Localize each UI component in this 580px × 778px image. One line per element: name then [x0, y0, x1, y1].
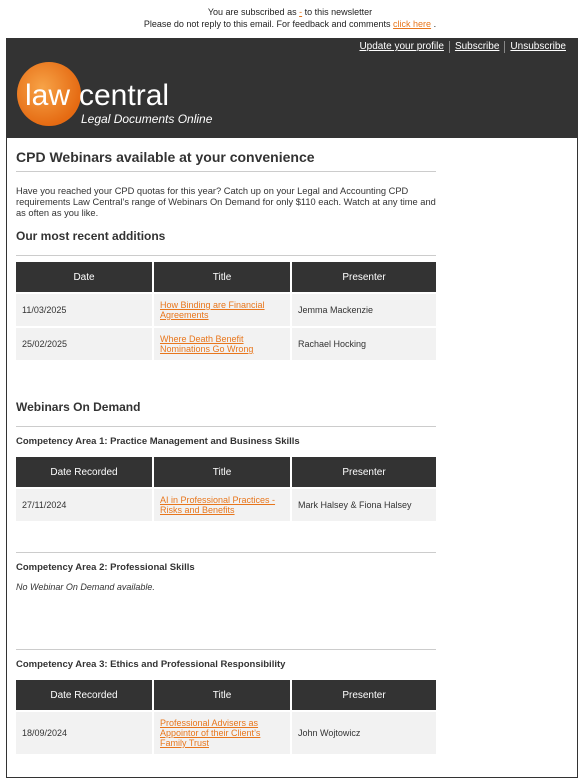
- intro-paragraph: Have you reached your CPD quotas for this year? Catch up on your Legal and Accounting CPD requirements Law Central’s range of Webinars On Demand for only $110 each. Watch at any time and as often as you like.: [16, 186, 436, 218]
- subscriber-email-link[interactable]: -: [299, 7, 303, 17]
- law-central-logo: [17, 61, 217, 127]
- area3-heading: Competency Area 3: Ethics and Professional Responsibility: [16, 659, 286, 670]
- logo-word-central: central: [79, 79, 170, 112]
- recent-table-header: [16, 262, 436, 292]
- col-presenter: Presenter: [292, 680, 436, 710]
- webinar-link[interactable]: How Binding are Financial Agreements: [160, 300, 265, 320]
- recent-table: [14, 260, 438, 362]
- ondemand-divider: [16, 426, 436, 427]
- area2-divider: [16, 552, 436, 553]
- row-presenter: Mark Halsey & Fiona Halsey: [292, 489, 436, 521]
- row-presenter: Rachael Hocking: [292, 328, 436, 360]
- logo-word-law: law: [25, 79, 71, 112]
- table-row: [16, 294, 436, 326]
- click-here-link[interactable]: click here: [393, 19, 432, 29]
- col-date-recorded: Date Recorded: [16, 457, 152, 487]
- title-divider: [16, 171, 436, 172]
- row-date: 11/03/2025: [16, 294, 152, 326]
- area3-table: [14, 678, 438, 756]
- table-row: [16, 489, 436, 521]
- table-row: [16, 328, 436, 360]
- webinar-link[interactable]: Where Death Benefit Nominations Go Wrong: [160, 334, 254, 354]
- ondemand-heading: Webinars On Demand: [16, 400, 141, 414]
- table-row: [16, 712, 436, 754]
- update-profile-link[interactable]: Update your profile: [359, 41, 444, 52]
- area2-heading: Competency Area 2: Professional Skills: [16, 562, 195, 573]
- feedback-line: [0, 18, 580, 30]
- col-title: Title: [154, 680, 290, 710]
- email-content: [7, 138, 577, 756]
- col-presenter: Presenter: [292, 457, 436, 487]
- row-title-cell: [154, 294, 290, 326]
- subscribe-link[interactable]: Subscribe: [449, 41, 504, 53]
- col-date: Date: [16, 262, 152, 292]
- webinar-link[interactable]: AI in Professional Practices - Risks and Benefits: [160, 495, 276, 515]
- area2-empty-message: No Webinar On Demand available.: [16, 582, 155, 592]
- row-title-cell: [154, 712, 290, 754]
- subscription-line: [0, 6, 580, 18]
- row-date: 27/11/2024: [16, 489, 152, 521]
- subscription-suffix: to this newsletter: [304, 7, 373, 17]
- email-frame: [6, 38, 578, 778]
- row-date: 25/02/2025: [16, 328, 152, 360]
- area1-table: [14, 455, 438, 523]
- recent-divider: [16, 255, 436, 256]
- subscription-text: You are subscribed as: [207, 7, 297, 17]
- col-presenter: Presenter: [292, 262, 436, 292]
- area1-table-header: [16, 457, 436, 487]
- logo-tagline: Legal Documents Online: [81, 112, 213, 126]
- row-presenter: John Wojtowicz: [292, 712, 436, 754]
- unsubscribe-link[interactable]: Unsubscribe: [504, 41, 571, 53]
- area3-table-header: [16, 680, 436, 710]
- feedback-text: Please do not reply to this email. For feedback and comments: [143, 19, 391, 29]
- recent-heading: Our most recent additions: [16, 229, 166, 243]
- col-date-recorded: Date Recorded: [16, 680, 152, 710]
- webinar-link[interactable]: Professional Advisers as Appointor of their Client’s Family Trust: [160, 718, 261, 748]
- row-presenter: Jemma Mackenzie: [292, 294, 436, 326]
- page-title: CPD Webinars available at your convenience: [16, 149, 315, 165]
- area1-heading: Competency Area 1: Practice Management and Business Skills: [16, 436, 300, 447]
- email-header: [7, 39, 577, 138]
- top-nav: [354, 41, 571, 53]
- preheader: [0, 0, 580, 32]
- row-title-cell: [154, 489, 290, 521]
- feedback-suffix: .: [433, 19, 437, 29]
- row-title-cell: [154, 328, 290, 360]
- col-title: Title: [154, 457, 290, 487]
- row-date: 18/09/2024: [16, 712, 152, 754]
- col-title: Title: [154, 262, 290, 292]
- area3-divider: [16, 649, 436, 650]
